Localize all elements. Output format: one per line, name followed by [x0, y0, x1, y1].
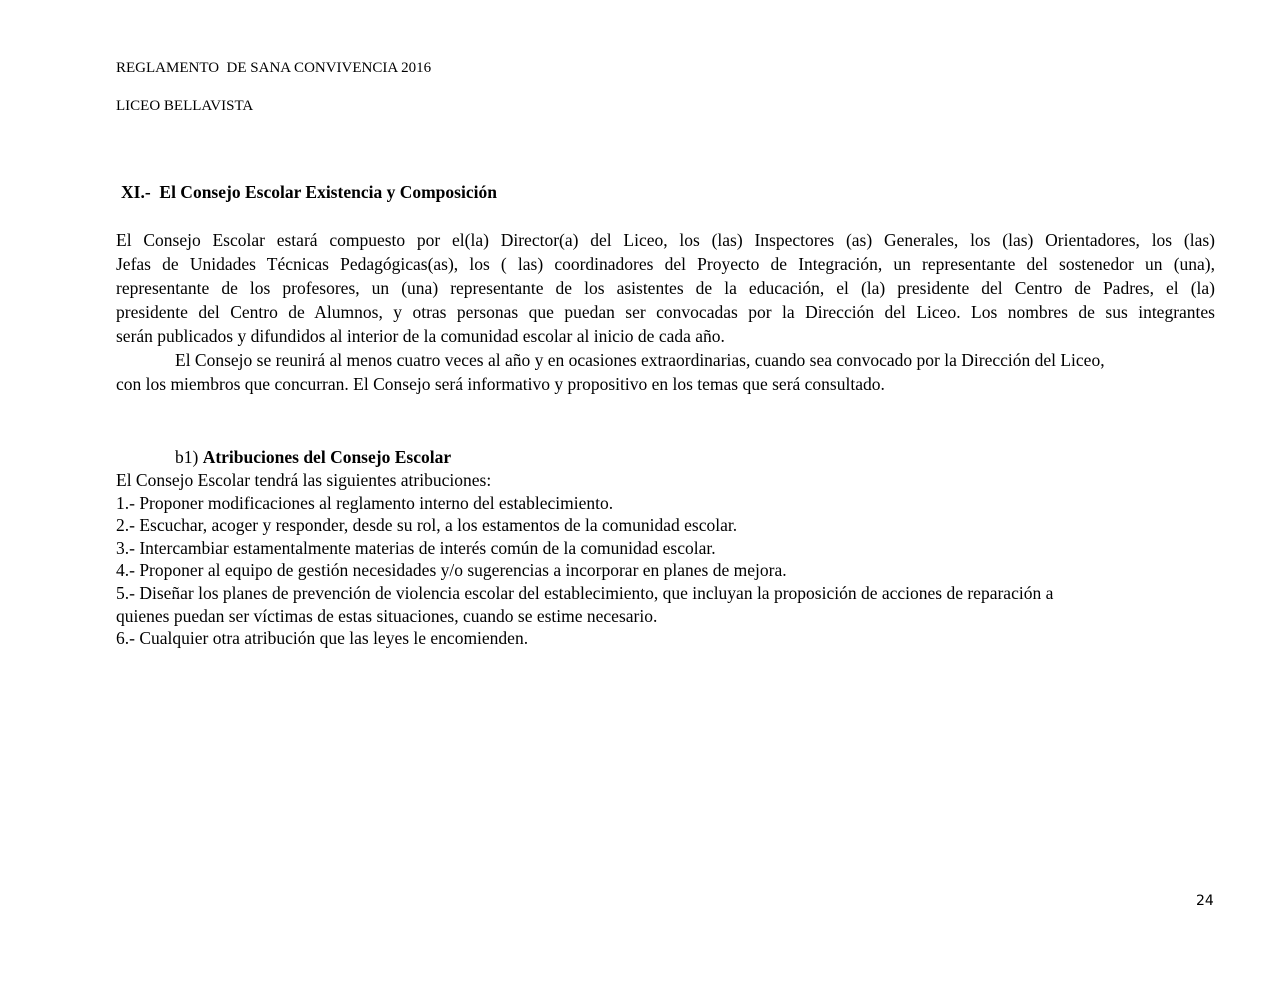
paragraph-line: con los miembros que concurran. El Consejo será informativo y propositivo en los temas que será consultado.: [116, 374, 885, 394]
section-title: XI.- El Consejo Escolar Existencia y Composición: [121, 182, 497, 202]
list-item-continuation: quienes puedan ser víctimas de estas situaciones, cuando se estime necesario.: [116, 605, 658, 626]
document-header-title: REGLAMENTO DE SANA CONVIVENCIA 2016: [116, 60, 432, 76]
list-item: 5.- Diseñar los planes de prevención de violencia escolar del establecimiento, que incluyan la proposición de acciones de reparación a: [116, 582, 1054, 603]
paragraph-line: representante de los profesores, un (una) representante de los asistentes de la educación, el (la) presidente del Centro de Padres, el (la): [116, 278, 1215, 298]
meetings-paragraph: [116, 348, 1215, 396]
list-item: 1.- Proponer modificaciones al reglamento interno del establecimiento.: [116, 492, 614, 513]
subsection-title: Atribuciones del Consejo Escolar: [202, 447, 452, 467]
list-item: 6.- Cualquier otra atribución que las leyes le encomienden.: [116, 628, 529, 649]
list-intro: El Consejo Escolar tendrá las siguientes atribuciones:: [116, 470, 492, 490]
list-item: 3.- Intercambiar estamentalmente materias de interés común de la comunidad escolar.: [116, 537, 716, 558]
paragraph-line: Jefas de Unidades Técnicas Pedagógicas(as), los ( las) coordinadores del Proyecto de Integración, un representante del sostenedor un (una),: [116, 254, 1215, 274]
document-header-school: LICEO BELLAVISTA: [116, 98, 254, 114]
paragraph-line: serán publicados y difundidos al interior de la comunidad escolar al inicio de cada año.: [116, 326, 725, 346]
paragraph-line: presidente del Centro de Alumnos, y otras personas que puedan ser convocadas por la Dirección del Liceo. Los nombres de sus integrantes: [116, 302, 1215, 322]
attributions-list: [116, 469, 1215, 650]
list-item: 2.- Escuchar, acoger y responder, desde su rol, a los estamentos de la comunidad escolar.: [116, 515, 738, 536]
subsection-heading: [175, 446, 451, 468]
list-item: 4.- Proponer al equipo de gestión necesidades y/o sugerencias a incorporar en planes de mejora.: [116, 560, 787, 581]
page-number: 24: [1196, 893, 1214, 909]
composition-paragraph: [116, 228, 1215, 348]
paragraph-line: El Consejo se reunirá al menos cuatro veces al año y en ocasiones extraordinarias, cuando sea convocado por la Dirección del Liceo,: [175, 350, 1105, 370]
subsection-prefix: b1): [175, 447, 203, 467]
paragraph-line: El Consejo Escolar estará compuesto por el(la) Director(a) del Liceo, los (las) Inspectores (as) Generales, los (las) Orientadores, los (las): [116, 230, 1215, 250]
